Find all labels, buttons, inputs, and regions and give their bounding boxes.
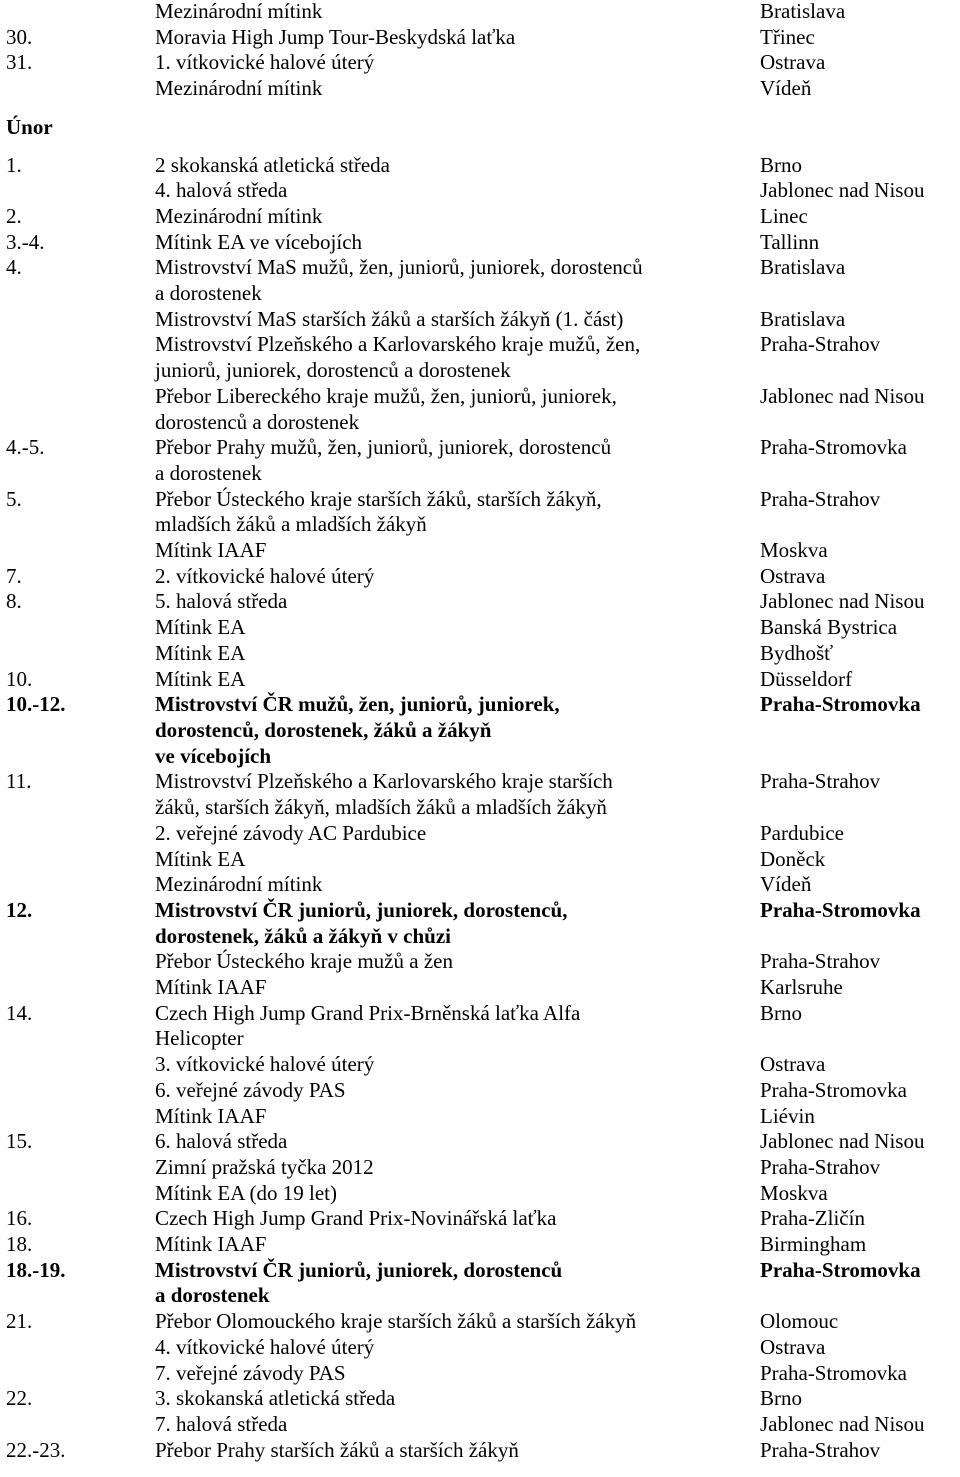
event-name-line: mladších žáků a mladších žákyň bbox=[155, 512, 427, 537]
schedule-row bbox=[0, 1232, 960, 1258]
event-name-line: Mistrovství MaS starších žáků a starších žákyň (1. část) bbox=[155, 306, 624, 331]
event-name bbox=[155, 230, 760, 256]
schedule-row bbox=[0, 847, 960, 873]
event-date: 15. bbox=[6, 1129, 33, 1154]
event-venue: Brno bbox=[760, 1386, 802, 1411]
event-name-line: Mítink IAAF bbox=[155, 1103, 267, 1128]
event-venue: Tallinn bbox=[760, 229, 820, 254]
event-venue: Praha-Stromovka bbox=[760, 1360, 907, 1385]
event-date: 18.-19. bbox=[6, 1257, 66, 1282]
event-name-line: a dorostenek bbox=[155, 460, 262, 485]
event-date: 10.-12. bbox=[6, 692, 66, 717]
event-date: 22.-23. bbox=[6, 1437, 66, 1462]
event-name-line: juniorů, juniorek, dorostenců a dorostenek bbox=[155, 358, 511, 383]
event-venue: Linec bbox=[760, 203, 808, 228]
schedule-row bbox=[0, 307, 960, 333]
event-name bbox=[155, 821, 760, 847]
schedule-row bbox=[0, 589, 960, 615]
event-name bbox=[155, 564, 760, 590]
event-venue: Třinec bbox=[760, 24, 815, 49]
schedule-row bbox=[0, 949, 960, 975]
event-name-line: Mistrovství ČR juniorů, juniorek, dorostenců, bbox=[155, 897, 568, 922]
event-name bbox=[155, 1052, 760, 1078]
event-venue: Praha-Strahov bbox=[760, 769, 881, 794]
schedule-row bbox=[0, 25, 960, 51]
event-date: 12. bbox=[6, 897, 33, 922]
schedule-row bbox=[0, 1412, 960, 1438]
event-date: 8. bbox=[6, 589, 22, 614]
event-venue: Praha-Stromovka bbox=[760, 435, 907, 460]
event-name bbox=[155, 589, 760, 615]
schedule-row bbox=[0, 692, 960, 769]
schedule-row bbox=[0, 872, 960, 898]
event-name bbox=[155, 847, 760, 873]
event-name bbox=[155, 898, 760, 949]
event-venue: Olomouc bbox=[760, 1309, 839, 1334]
schedule-row bbox=[0, 384, 960, 435]
event-venue: Bratislava bbox=[760, 255, 846, 280]
event-name bbox=[155, 769, 760, 820]
event-venue: Bratislava bbox=[760, 0, 846, 23]
event-name-line: Mítink IAAF bbox=[155, 538, 267, 563]
event-name bbox=[155, 0, 760, 25]
event-name bbox=[155, 538, 760, 564]
event-name-line: Mezinárodní mítink bbox=[155, 203, 323, 228]
event-venue: Praha-Stromovka bbox=[760, 1257, 921, 1282]
event-name bbox=[155, 25, 760, 51]
event-name-line: Zimní pražská tyčka 2012 bbox=[155, 1154, 374, 1179]
event-name bbox=[155, 153, 760, 179]
event-name bbox=[155, 641, 760, 667]
schedule-row bbox=[0, 332, 960, 383]
event-name-line: Mezinárodní mítink bbox=[155, 76, 323, 101]
event-date: 16. bbox=[6, 1206, 33, 1231]
event-name-line: Přebor Ústeckého kraje starších žáků, starších žákyň, bbox=[155, 486, 602, 511]
event-venue: Ostrava bbox=[760, 50, 826, 75]
event-name-line: Přebor Olomouckého kraje starších žáků a starších žákyň bbox=[155, 1309, 637, 1334]
event-name-line: 4. halová středa bbox=[155, 178, 288, 203]
schedule-row bbox=[0, 230, 960, 256]
event-venue: Karlsruhe bbox=[760, 975, 843, 1000]
schedule-row bbox=[0, 255, 960, 306]
schedule-row bbox=[0, 1129, 960, 1155]
event-name bbox=[155, 307, 760, 333]
event-name-line: 2 skokanská atletická středa bbox=[155, 152, 390, 177]
schedule-row bbox=[0, 1309, 960, 1335]
event-venue: Düsseldorf bbox=[760, 666, 853, 691]
event-name-line: 2. vítkovické halové úterý bbox=[155, 563, 375, 588]
event-name-line: Mistrovství Plzeňského a Karlovarského kraje mužů, žen, bbox=[155, 332, 641, 357]
event-name bbox=[155, 332, 760, 383]
schedule-row bbox=[0, 1104, 960, 1130]
event-name-line: dorostenců, dorostenek, žáků a žákyň bbox=[155, 717, 492, 742]
event-name-line: 6. veřejné závody PAS bbox=[155, 1077, 346, 1102]
event-name bbox=[155, 1412, 760, 1438]
event-name-line: Mítink EA bbox=[155, 615, 246, 640]
schedule-row bbox=[0, 1155, 960, 1181]
event-name bbox=[155, 1309, 760, 1335]
event-venue: Ostrava bbox=[760, 1052, 826, 1077]
schedule-row bbox=[0, 178, 960, 204]
event-name bbox=[155, 872, 760, 898]
event-venue: Brno bbox=[760, 1000, 802, 1025]
event-name-line: 6. halová středa bbox=[155, 1129, 288, 1154]
event-date: 30. bbox=[6, 24, 33, 49]
event-date: 7. bbox=[6, 563, 22, 588]
event-name-line: 3. vítkovické halové úterý bbox=[155, 1052, 375, 1077]
event-date: 31. bbox=[6, 50, 33, 75]
schedule-row bbox=[0, 1361, 960, 1387]
event-name-line: Přebor Ústeckého kraje mužů a žen bbox=[155, 949, 453, 974]
event-date: 4.-5. bbox=[6, 435, 45, 460]
event-name bbox=[155, 1104, 760, 1130]
event-name-line: Přebor Prahy mužů, žen, juniorů, juniorek, dorostenců bbox=[155, 435, 612, 460]
event-name bbox=[155, 487, 760, 538]
event-name-line: Přebor Prahy starších žáků a starších žákyň bbox=[155, 1437, 519, 1462]
event-name bbox=[155, 1078, 760, 1104]
event-name bbox=[155, 76, 760, 102]
event-name bbox=[155, 1181, 760, 1207]
event-name-line: Přebor Libereckého kraje mužů, žen, juniorů, juniorek, bbox=[155, 383, 617, 408]
event-name-line: a dorostenek bbox=[155, 1283, 270, 1308]
event-name bbox=[155, 1258, 760, 1309]
event-name bbox=[155, 949, 760, 975]
event-name-line: 1. vítkovické halové úterý bbox=[155, 50, 375, 75]
schedule-row bbox=[0, 615, 960, 641]
event-date: 21. bbox=[6, 1309, 33, 1334]
event-name-line: Mezinárodní mítink bbox=[155, 0, 323, 23]
event-name-line: Mítink IAAF bbox=[155, 1232, 267, 1257]
event-name bbox=[155, 435, 760, 486]
event-name-line: 5. halová středa bbox=[155, 589, 288, 614]
event-venue: Praha-Strahov bbox=[760, 486, 881, 511]
event-name-line: žáků, starších žákyň, mladších žáků a mladších žákyň bbox=[155, 795, 607, 820]
event-name-line: 7. halová středa bbox=[155, 1411, 288, 1436]
event-name-line: Czech High Jump Grand Prix-Brněnská laťka Alfa bbox=[155, 1000, 581, 1025]
event-venue: Praha-Strahov bbox=[760, 332, 881, 357]
event-name bbox=[155, 975, 760, 1001]
event-venue: Moskva bbox=[760, 538, 828, 563]
event-name-line: dorostenek, žáků a žákyň v chůzi bbox=[155, 923, 451, 948]
event-date: 11. bbox=[6, 769, 32, 794]
event-name bbox=[155, 178, 760, 204]
event-date: 4. bbox=[6, 255, 22, 280]
event-venue: Praha-Stromovka bbox=[760, 1077, 907, 1102]
event-venue: Praha-Stromovka bbox=[760, 897, 921, 922]
event-name-line: Helicopter bbox=[155, 1026, 244, 1051]
event-name bbox=[155, 1335, 760, 1361]
event-name-line: Mistrovství ČR mužů, žen, juniorů, juniorek, bbox=[155, 692, 560, 717]
event-name bbox=[155, 1129, 760, 1155]
event-name-line: Mítink EA bbox=[155, 666, 246, 691]
schedule-row bbox=[0, 1001, 960, 1052]
schedule-row bbox=[0, 898, 960, 949]
schedule-row bbox=[0, 821, 960, 847]
schedule-row bbox=[0, 1206, 960, 1232]
event-name-line: dorostenců a dorostenek bbox=[155, 409, 360, 434]
event-date: 5. bbox=[6, 486, 22, 511]
event-venue: Vídeň bbox=[760, 76, 812, 101]
schedule-row bbox=[0, 487, 960, 538]
schedule-row bbox=[0, 1078, 960, 1104]
schedule-row bbox=[0, 76, 960, 102]
schedule-row bbox=[0, 538, 960, 564]
event-date: 1. bbox=[6, 152, 22, 177]
event-name-line: Mezinárodní mítink bbox=[155, 872, 323, 897]
event-venue: Bratislava bbox=[760, 306, 846, 331]
schedule-row bbox=[0, 564, 960, 590]
event-venue: Bydhošť bbox=[760, 640, 834, 665]
event-venue: Jablonec nad Nisou bbox=[760, 1129, 925, 1154]
schedule-row bbox=[0, 975, 960, 1001]
event-venue: Doněck bbox=[760, 846, 826, 871]
event-name-line: Mítink EA bbox=[155, 846, 246, 871]
schedule-row bbox=[0, 769, 960, 820]
event-name-line: Mistrovství Plzeňského a Karlovarského kraje starších bbox=[155, 769, 613, 794]
event-name-line: 7. veřejné závody PAS bbox=[155, 1360, 346, 1385]
event-venue: Praha-Stromovka bbox=[760, 692, 921, 717]
schedule-row bbox=[0, 1052, 960, 1078]
event-name bbox=[155, 384, 760, 435]
event-venue: Jablonec nad Nisou bbox=[760, 1411, 925, 1436]
event-date: 2. bbox=[6, 203, 22, 228]
event-venue: Moskva bbox=[760, 1180, 828, 1205]
event-date: 18. bbox=[6, 1232, 33, 1257]
event-name bbox=[155, 1361, 760, 1387]
event-venue: Praha-Strahov bbox=[760, 1154, 881, 1179]
schedule-row bbox=[0, 1258, 960, 1309]
event-name bbox=[155, 204, 760, 230]
event-name-line: Mistrovství ČR juniorů, juniorek, dorostenců bbox=[155, 1257, 563, 1282]
schedule-row bbox=[0, 204, 960, 230]
january-rows bbox=[0, 0, 960, 102]
event-venue: Praha-Strahov bbox=[760, 1437, 881, 1462]
event-venue: Brno bbox=[760, 152, 802, 177]
event-name bbox=[155, 667, 760, 693]
event-name-line: Mistrovství MaS mužů, žen, juniorů, juniorek, dorostenců bbox=[155, 255, 643, 280]
event-venue: Jablonec nad Nisou bbox=[760, 383, 925, 408]
schedule-row bbox=[0, 1386, 960, 1412]
event-name bbox=[155, 1232, 760, 1258]
event-name-line: Czech High Jump Grand Prix-Novinářská laťka bbox=[155, 1206, 557, 1231]
event-name bbox=[155, 255, 760, 306]
event-name bbox=[155, 1001, 760, 1052]
event-venue: Ostrava bbox=[760, 1334, 826, 1359]
schedule-row bbox=[0, 1335, 960, 1361]
event-name bbox=[155, 615, 760, 641]
schedule-row bbox=[0, 435, 960, 486]
event-venue: Jablonec nad Nisou bbox=[760, 178, 925, 203]
event-name-line: Mítink EA bbox=[155, 640, 246, 665]
event-date: 22. bbox=[6, 1386, 33, 1411]
event-name-line: a dorostenek bbox=[155, 281, 262, 306]
month-heading: Únor bbox=[6, 114, 53, 139]
event-name bbox=[155, 1206, 760, 1232]
event-name bbox=[155, 50, 760, 76]
event-venue: Praha-Zličín bbox=[760, 1206, 865, 1231]
event-name-line: Moravia High Jump Tour-Beskydská laťka bbox=[155, 24, 516, 49]
event-name bbox=[155, 1155, 760, 1181]
february-rows bbox=[0, 153, 960, 1464]
event-venue: Jablonec nad Nisou bbox=[760, 589, 925, 614]
schedule-row bbox=[0, 641, 960, 667]
schedule-row bbox=[0, 667, 960, 693]
event-name bbox=[155, 692, 760, 769]
event-name-line: Mítink EA (do 19 let) bbox=[155, 1180, 337, 1205]
event-name bbox=[155, 1438, 760, 1464]
schedule-row bbox=[0, 50, 960, 76]
schedule-row bbox=[0, 1438, 960, 1464]
event-name-line: Mítink IAAF bbox=[155, 975, 267, 1000]
event-name bbox=[155, 1386, 760, 1412]
event-venue: Banská Bystrica bbox=[760, 615, 898, 640]
event-name-line: ve vícebojích bbox=[155, 743, 272, 768]
event-name-line: Mítink EA ve vícebojích bbox=[155, 229, 363, 254]
event-date: 3.-4. bbox=[6, 229, 45, 254]
event-venue: Pardubice bbox=[760, 820, 844, 845]
event-venue: Ostrava bbox=[760, 563, 826, 588]
event-venue: Praha-Strahov bbox=[760, 949, 881, 974]
schedule-row bbox=[0, 153, 960, 179]
schedule-row bbox=[0, 0, 960, 25]
event-name-line: 3. skokanská atletická středa bbox=[155, 1386, 396, 1411]
event-venue: Liévin bbox=[760, 1103, 815, 1128]
event-name-line: 4. vítkovické halové úterý bbox=[155, 1334, 375, 1359]
event-date: 14. bbox=[6, 1000, 33, 1025]
event-name-line: 2. veřejné závody AC Pardubice bbox=[155, 820, 427, 845]
event-date: 10. bbox=[6, 666, 33, 691]
event-venue: Birmingham bbox=[760, 1232, 867, 1257]
schedule-row bbox=[0, 1181, 960, 1207]
event-venue: Vídeň bbox=[760, 872, 812, 897]
